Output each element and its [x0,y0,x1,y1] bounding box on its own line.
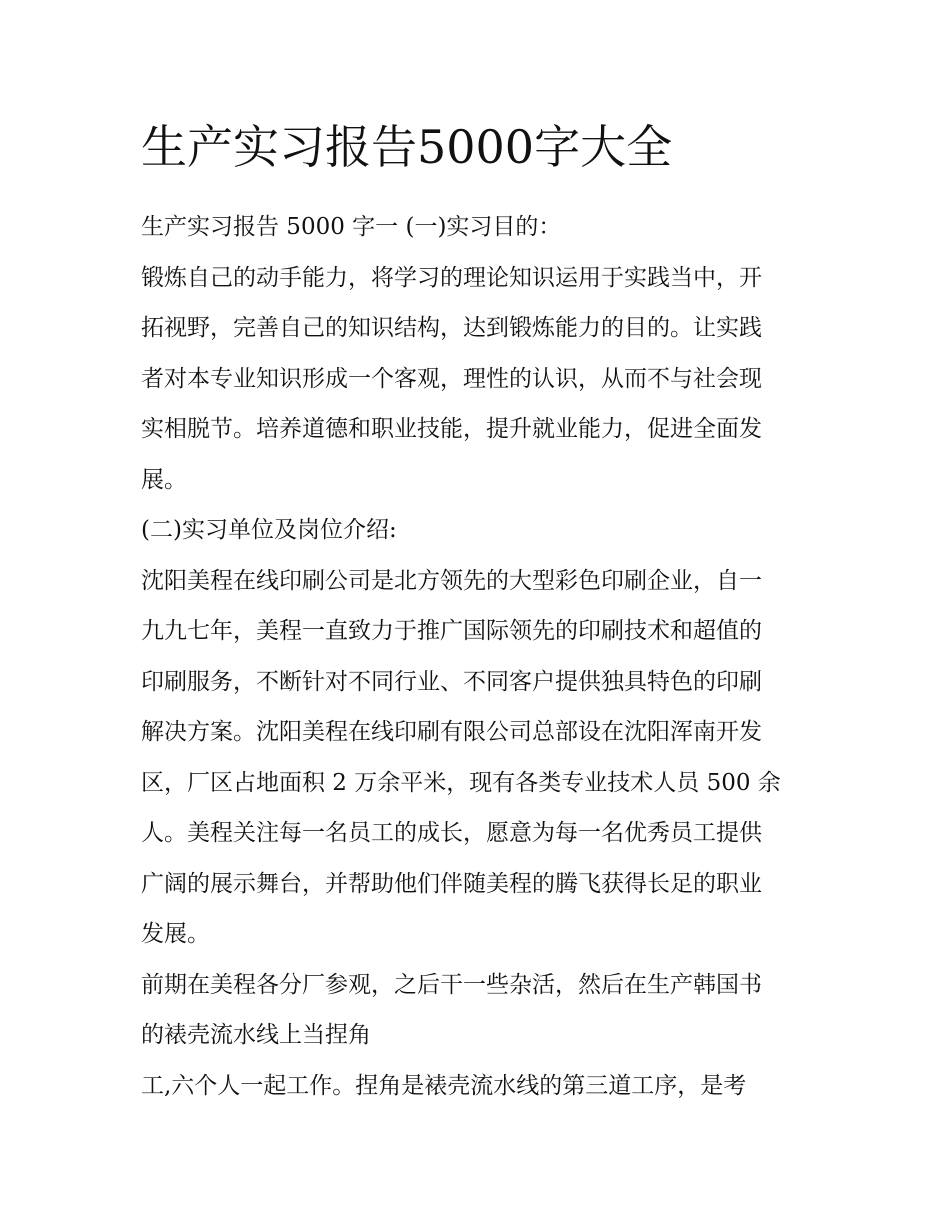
document-body [141,202,813,1111]
body-line: 实相脱节。培养道德和职业技能，提升就业能力，促进全面发 [141,416,762,442]
body-line: 前期在美程各分厂参观，之后干一些杂活，然后在生产韩国书 [141,971,762,998]
body-line: 广阔的展示舞台，并帮助他们伴随美程的腾飞获得长足的职业 [141,870,762,897]
body-line: 沈阳美程在线印刷公司是北方领先的大型彩色印刷企业，自一 [141,567,762,594]
body-line: 生产实习报告 5000 字一 (一)实习目的： [141,214,562,240]
body-line: 展。 [141,466,187,493]
body-line: 九九七年，美程一直致力于推广国际领先的印刷技术和超值的 [141,618,762,644]
body-line: 解决方案。沈阳美程在线印刷有限公司总部设在沈阳浑南开发 [141,719,762,745]
document-page [141,112,813,1111]
body-line: 工,六个人一起工作。捏角是裱壳流水线的第三道工序，是考 [141,1072,747,1099]
body-line: 发展。 [141,921,210,947]
body-line: 者对本专业知识形成一个客观，理性的认识，从而不与社会现 [141,365,762,392]
body-line: 拓视野，完善自己的知识结构，达到锻炼能力的目的。让实践 [141,315,762,341]
body-line: 的裱壳流水线上当捏角 [141,1022,371,1048]
body-line: 人。美程关注每一名员工的成长，愿意为每一名优秀员工提供 [141,820,762,846]
body-line: 区，厂区占地面积 2 万余平米，现有各类专业技术人员 500 余 [141,769,781,796]
section-heading: (二)实习单位及岗位介绍: [141,517,397,543]
document-title: 生产实习报告5000字大全 [141,120,673,174]
body-line: 锻炼自己的动手能力，将学习的理论知识运用于实践当中，开 [141,264,762,291]
body-line: 印刷服务，不断针对不同行业、不同客户提供独具特色的印刷 [141,668,762,695]
